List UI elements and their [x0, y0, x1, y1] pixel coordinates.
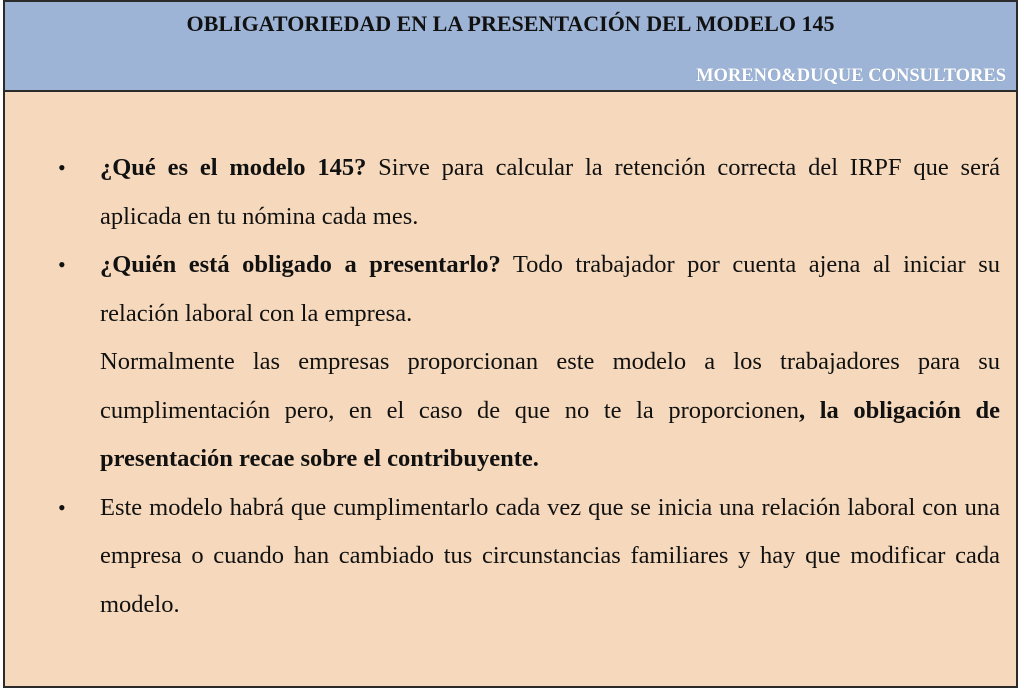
- point-extra-bold: , la obligación de presentación recae sobre el contribuyente.: [100, 396, 1000, 472]
- point-text: Todo trabajador por cuenta ajena al iniciar su relación laboral con la empresa.: [100, 251, 1000, 327]
- point-text: Sirve para calcular la retención correcta del IRPF que será aplicada en tu nómina cada mes.: [100, 154, 1000, 230]
- bullet-icon: •: [58, 494, 66, 520]
- bullet-list: [5, 144, 1016, 629]
- point-text: Este modelo habrá que cumplimentarlo cada vez que se inicia una relación laboral con una empresa o cuando han cambiado tus circunstancias familiares y hay que modificar cada modelo.: [100, 493, 1000, 618]
- list-item: [5, 484, 1016, 630]
- document-frame: [3, 0, 1018, 688]
- header-bar: [5, 2, 1016, 92]
- list-item: [5, 241, 1016, 484]
- point-extra-text: Normalmente las empresas proporcionan este modelo a los trabajadores para su cumplimentación pero, en el caso de que no te la proporcionen: [100, 348, 1000, 424]
- list-item: [5, 144, 1016, 241]
- point-heading: ¿Quién está obligado a presentarlo?: [100, 251, 501, 278]
- bullet-icon: •: [58, 252, 66, 277]
- point-paragraph: [100, 241, 1000, 338]
- document-title: OBLIGATORIEDAD EN LA PRESENTACIÓN DEL MODELO 145: [186, 11, 835, 36]
- point-extra-paragraph: [100, 338, 1000, 484]
- point-paragraph: [100, 144, 1000, 241]
- point-paragraph: [100, 484, 1000, 630]
- point-heading: ¿Qué es el modelo 145?: [100, 154, 367, 181]
- bullet-icon: •: [58, 155, 66, 180]
- company-name: MORENO&DUQUE CONSULTORES: [696, 66, 1006, 86]
- document-body: [5, 144, 1016, 629]
